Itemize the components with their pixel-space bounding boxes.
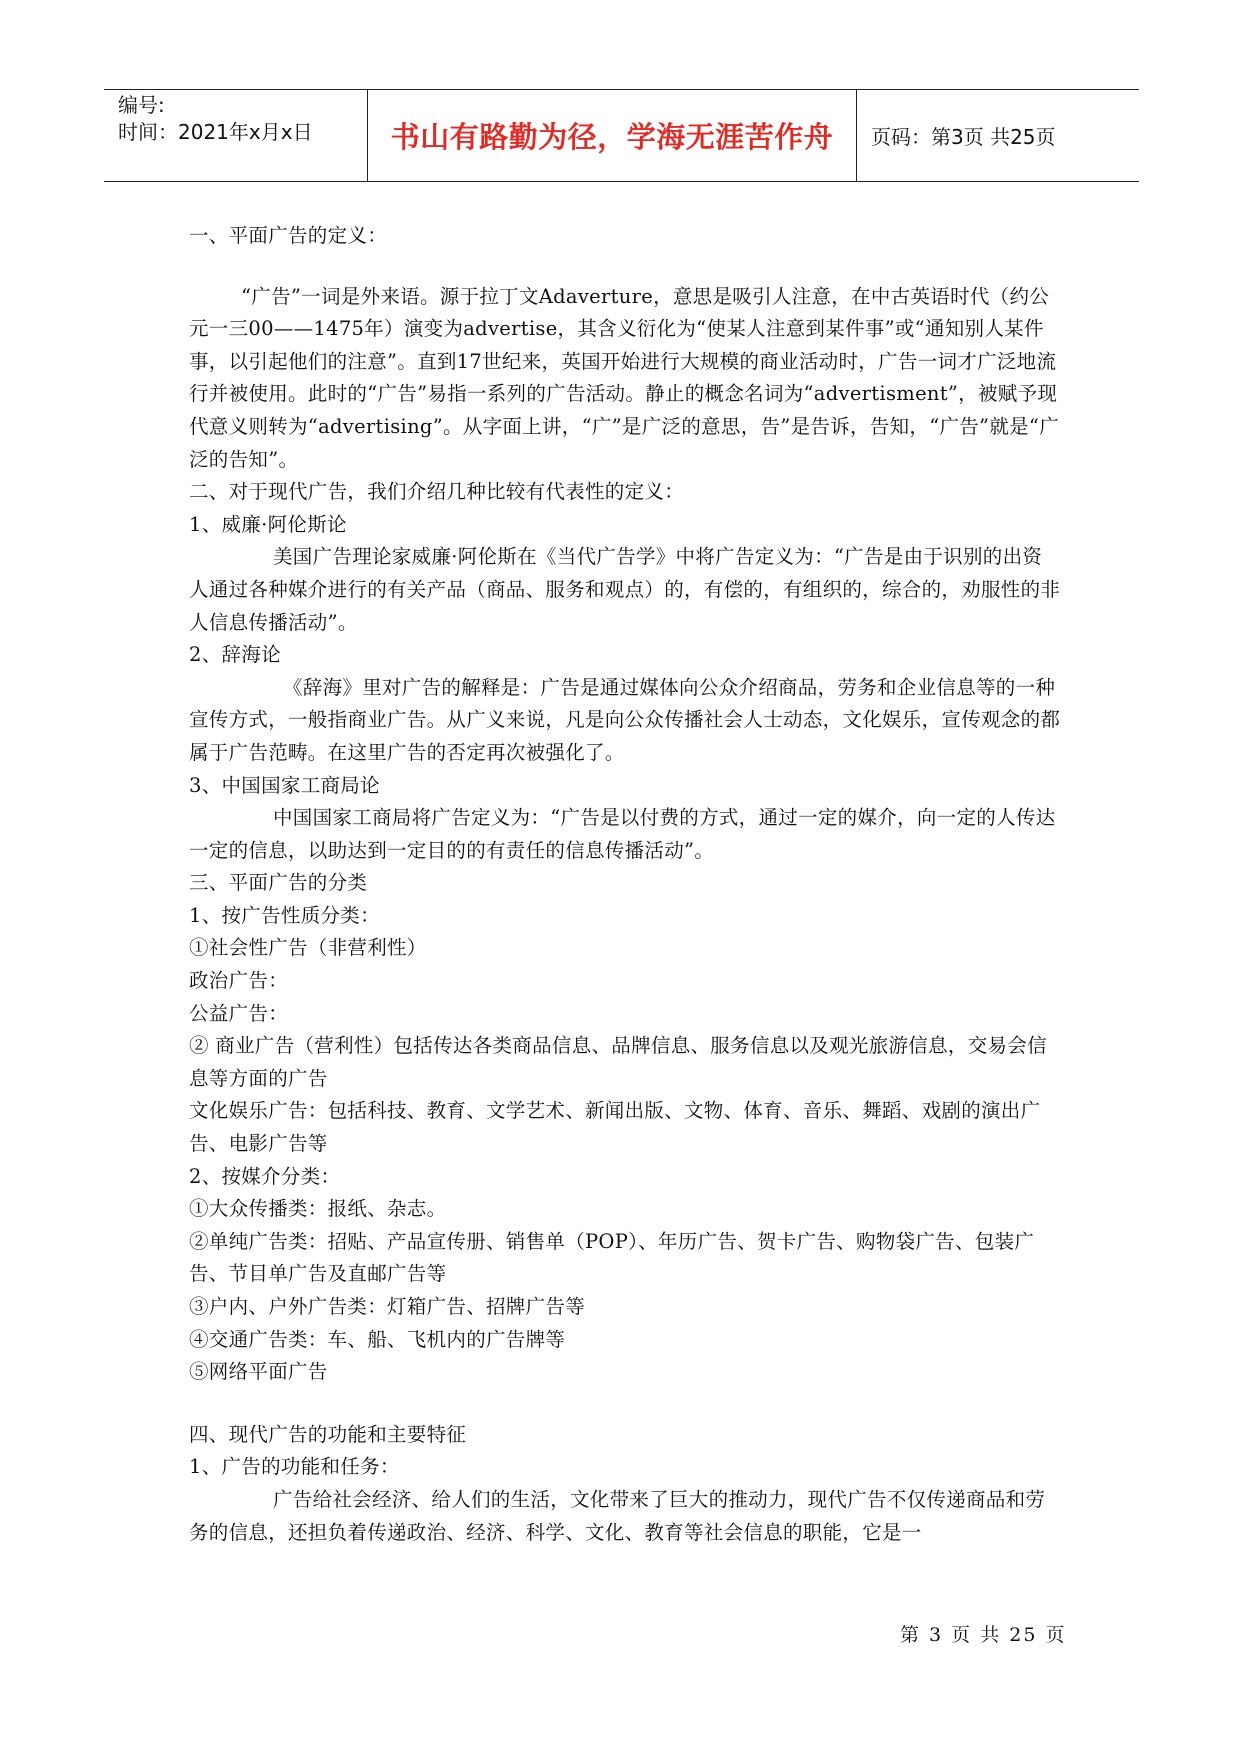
list-item: 文化娱乐广告：包括科技、教育、文学艺术、新闻出版、文物、体育、音乐、舞蹈、戏剧的演出广告、电影广告等	[189, 1099, 1041, 1156]
subheading-4-1: 1、广告的功能和任务：	[189, 1455, 400, 1479]
list-item: ⑤网络平面广告	[189, 1360, 328, 1384]
paragraph-definition: “广告”一词是外来语。源于拉丁文Adaverture，意思是吸引人注意，在中古英语时代（约公元一三00——1475年）演变为advertise，其含义衍化为“使某人注意到某件事”或“通知别人某件事，以引起他们的注意”。直到17世纪来，英国开始进行大规模的商业活动时，广告一词才广泛地流行并被使用。此时的“广告”易指一系列的广告活动。静止的概念名词为“advertisment”，被赋予现代意义则转为“advertising”。从字面上讲，“广”是广泛的意思，告”是告诉，告知，“广告”就是“广泛的告知”。	[189, 284, 1059, 471]
page-footer: 第 3 页 共 25 页	[900, 1624, 1067, 1646]
subheading-3-2: 2、按媒介分类：	[189, 1164, 341, 1188]
paragraph-cihai: 《辞海》里对广告的解释是：广告是通过媒体向公众介绍商品，劳务和企业信息等的一种宣传方式，一般指商业广告。从广义来说，凡是向公众传播社会人士动态，文化娱乐，宣传观念的都属于广告范畴。在这里广告的否定再次被强化了。	[189, 675, 1061, 764]
list-item: ①大众传播类：报纸、杂志。	[189, 1197, 447, 1221]
section-heading-4: 四、现代广告的功能和主要特征	[189, 1422, 467, 1446]
list-item: ③户内、户外广告类：灯箱广告、招牌广告等	[189, 1295, 586, 1318]
list-item: ②单纯广告类：招贴、产品宣传册、销售单（POP）、年历广告、贺卡广告、购物袋广告、包装广告、节目单广告及直邮广告等	[189, 1229, 1035, 1286]
document-body	[189, 220, 1061, 1549]
subheading-2-1: 1、威廉·阿伦斯论	[189, 512, 347, 536]
subheading-2-2: 2、辞海论	[189, 643, 281, 667]
list-item: ② 商业广告（营利性）包括传达各类商品信息、品牌信息、服务信息以及观光旅游信息，交易会信息等方面的广告	[189, 1034, 1047, 1090]
time-label: 时间：2021年x月x日	[118, 120, 313, 144]
subheading-2-3: 3、中国国家工商局论	[189, 773, 380, 797]
paragraph-functions: 广告给社会经济、给人们的生活，文化带来了巨大的推动力，现代广告不仅传递商品和劳务的信息，还担负着传递政治、经济、科学、文化、教育等社会信息的职能，它是一	[189, 1487, 1046, 1544]
number-label: 编号:	[118, 93, 165, 117]
list-item: ④交通广告类：车、船、飞机内的广告牌等	[189, 1327, 566, 1351]
subheading-3-1: 1、按广告性质分类：	[189, 903, 380, 927]
section-heading-2: 二、对于现代广告，我们介绍几种比较有代表性的定义：	[189, 480, 685, 504]
header-meta	[104, 90, 368, 181]
header-motto: 书山有路勤为径，学海无涯苦作舟	[368, 90, 857, 181]
document-header	[104, 89, 1139, 182]
paragraph-saic: 中国国家工商局将广告定义为：“广告是以付费的方式，通过一定的媒介，向一定的人传达一定的信息，以助达到一定目的的有责任的信息传播活动”。	[189, 806, 1056, 862]
list-item: 政治广告：	[189, 969, 289, 993]
list-item: ①社会性广告（非营利性）	[189, 936, 427, 960]
paragraph-arens: 美国广告理论家威廉·阿伦斯在《当代广告学》中将广告定义为：“广告是由于识别的出资人通过各种媒介进行的有关产品（商品、服务和观点）的，有偿的，有组织的，综合的，劝服性的非人信息传播活动”。	[189, 545, 1061, 634]
header-page-info: 页码：第3页 共25页	[871, 125, 1056, 149]
section-heading-3: 三、平面广告的分类	[189, 871, 368, 895]
list-item: 公益广告：	[189, 1001, 289, 1025]
section-heading-1: 一、平面广告的定义：	[189, 224, 388, 247]
